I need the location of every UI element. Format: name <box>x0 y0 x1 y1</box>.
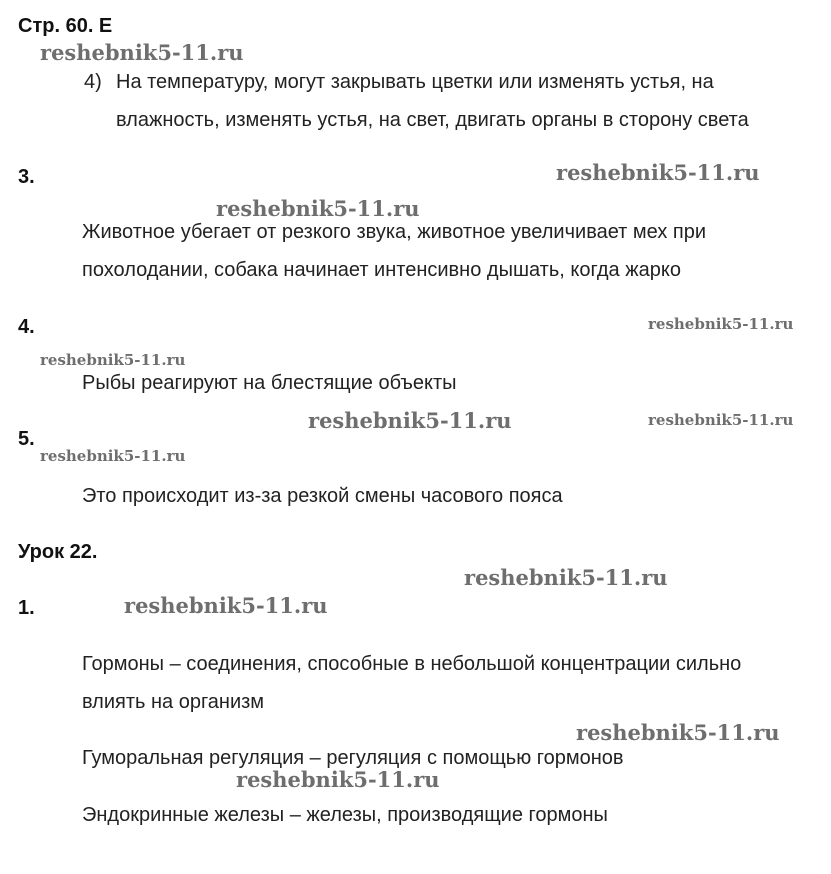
item-4-text-line-2: влажность, изменять устья, на свет, двигать органы в сторону света <box>116 109 749 131</box>
lesson-question-1-number: 1. <box>18 597 35 619</box>
watermark: reshebnik5-11.ru <box>464 565 668 590</box>
watermark: reshebnik5-11.ru <box>556 160 760 185</box>
endocrine-glands-definition: Эндокринные железы – железы, производящие гормоны <box>82 804 608 826</box>
page-reference-heading: Стр. 60. Е <box>18 15 113 37</box>
watermark: reshebnik5-11.ru <box>40 447 186 465</box>
item-4-marker: 4) <box>84 71 102 93</box>
question-3-answer-line-1: Животное убегает от резкого звука, животное увеличивает мех при <box>82 221 707 243</box>
question-3-answer-line-2: похолодании, собака начинает интенсивно дышать, когда жарко <box>82 259 681 281</box>
question-4-answer: Рыбы реагируют на блестящие объекты <box>82 372 457 394</box>
watermark: reshebnik5-11.ru <box>40 351 186 369</box>
question-5-number: 5. <box>18 428 35 450</box>
watermark: reshebnik5-11.ru <box>236 767 440 792</box>
watermark: reshebnik5-11.ru <box>308 408 512 433</box>
item-4-text-line-1: На температуру, могут закрывать цветки или изменять устья, на <box>116 71 714 93</box>
watermark: reshebnik5-11.ru <box>216 196 420 221</box>
watermark: reshebnik5-11.ru <box>40 40 244 65</box>
humoral-regulation-definition: Гуморальная регуляция – регуляция с помощью гормонов <box>82 747 624 769</box>
question-5-answer: Это происходит из-за резкой смены часового пояса <box>82 485 563 507</box>
watermark: reshebnik5-11.ru <box>124 593 328 618</box>
watermark: reshebnik5-11.ru <box>576 720 780 745</box>
hormones-definition-line-1: Гормоны – соединения, способные в небольшой концентрации сильно <box>82 653 742 675</box>
watermark: reshebnik5-11.ru <box>648 315 794 333</box>
hormones-definition-line-2: влиять на организм <box>82 691 265 713</box>
question-4-number: 4. <box>18 316 35 338</box>
watermark: reshebnik5-11.ru <box>648 411 794 429</box>
lesson-title: Урок 22. <box>18 541 98 563</box>
question-3-number: 3. <box>18 166 35 188</box>
